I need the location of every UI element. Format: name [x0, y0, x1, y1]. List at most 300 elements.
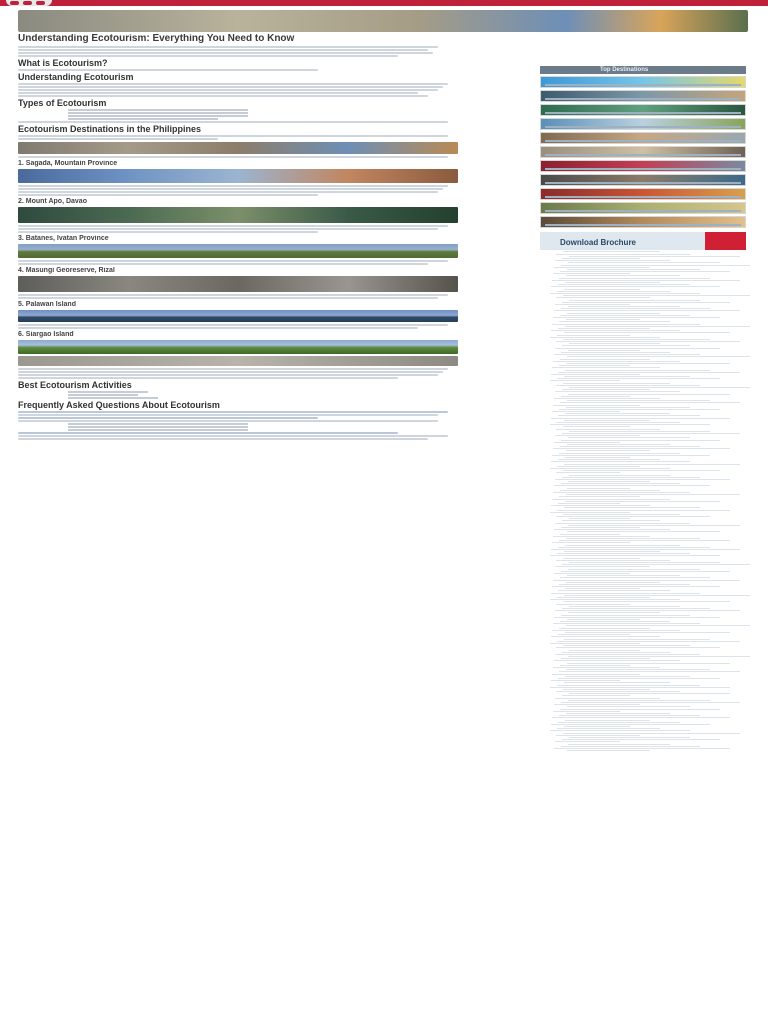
sidebar-link[interactable]: [556, 472, 620, 473]
sidebar-link[interactable]: [567, 356, 750, 357]
sidebar-link[interactable]: [558, 722, 680, 723]
sidebar-link[interactable]: [553, 667, 660, 668]
body-text: [18, 263, 428, 265]
sidebar-item[interactable]: [540, 160, 746, 172]
sidebar-link[interactable]: [560, 665, 630, 666]
sidebar-link[interactable]: [550, 555, 720, 556]
sidebar-link[interactable]: [551, 680, 620, 681]
sidebar-header: [540, 66, 746, 74]
sidebar-link[interactable]: [566, 538, 700, 539]
sidebar-link[interactable]: [556, 604, 630, 605]
sidebar-link[interactable]: [552, 717, 730, 718]
sidebar-link[interactable]: [550, 512, 630, 513]
sidebar-link[interactable]: [554, 617, 720, 618]
sidebar-link[interactable]: [550, 380, 620, 381]
sidebar-link[interactable]: [560, 446, 700, 447]
destination-heading: 5. Palawan Island: [18, 301, 76, 308]
sidebar-link[interactable]: [554, 354, 700, 355]
sidebar-link[interactable]: [568, 350, 640, 351]
sidebar-link[interactable]: [562, 652, 670, 653]
sidebar-link[interactable]: [559, 365, 630, 366]
sidebar-link[interactable]: [554, 748, 730, 749]
destination-heading: 1. Sagada, Mountain Province: [18, 160, 118, 167]
sidebar-link[interactable]: [559, 584, 690, 585]
sidebar-link[interactable]: [563, 558, 640, 559]
sidebar-link[interactable]: [565, 282, 660, 283]
sidebar-link[interactable]: [550, 249, 610, 250]
sidebar-link[interactable]: [560, 577, 710, 578]
sidebar-link[interactable]: [569, 650, 640, 651]
body-text: [18, 228, 438, 230]
sidebar-link[interactable]: [564, 289, 640, 290]
sidebar-link[interactable]: [554, 310, 740, 311]
sidebar-link[interactable]: [554, 398, 660, 399]
sidebar-link[interactable]: [563, 689, 650, 690]
sidebar-link[interactable]: [567, 313, 660, 314]
list-item: [68, 426, 248, 428]
sidebar-link[interactable]: [552, 455, 710, 456]
sidebar-link[interactable]: [559, 715, 700, 716]
destination-image: [18, 276, 458, 292]
list-item: [68, 118, 218, 120]
sidebar-link[interactable]: [562, 608, 710, 609]
sidebar-link[interactable]: [550, 293, 700, 294]
sidebar-link[interactable]: [564, 595, 750, 596]
list-item: [68, 397, 158, 399]
sidebar-link[interactable]: [551, 636, 660, 637]
sidebar-link[interactable]: [558, 415, 700, 416]
sidebar-link[interactable]: [551, 461, 690, 462]
sidebar-link[interactable]: [551, 418, 730, 419]
destination-heading: 6. Siargao Island: [18, 331, 74, 338]
sidebar-link[interactable]: [555, 654, 700, 655]
sidebar-item[interactable]: [540, 90, 746, 102]
sidebar-link[interactable]: [565, 370, 710, 371]
sidebar-link[interactable]: [561, 658, 650, 659]
section-heading: Ecotourism Destinations in the Philippines: [18, 125, 202, 134]
sidebar-link[interactable]: [567, 750, 650, 751]
sidebar-link[interactable]: [550, 468, 670, 469]
sidebar-link[interactable]: [567, 706, 690, 707]
sidebar-link[interactable]: [557, 335, 630, 336]
sidebar-link[interactable]: [559, 671, 740, 672]
sidebar-link[interactable]: [558, 678, 720, 679]
sidebar-link[interactable]: [556, 341, 740, 342]
sidebar-link[interactable]: [557, 685, 700, 686]
sidebar-link[interactable]: [562, 258, 640, 259]
sidebar-link[interactable]: [553, 448, 730, 449]
body-text: [18, 121, 448, 123]
sidebar-link[interactable]: [561, 265, 750, 266]
sidebar-link[interactable]: [556, 735, 640, 736]
sidebar-link[interactable]: [553, 536, 650, 537]
page-title: Understanding Ecotourism: Everything You Need to Know: [18, 34, 295, 44]
sidebar-link[interactable]: [567, 663, 730, 664]
list-item: [68, 394, 138, 396]
sidebar-link[interactable]: [557, 597, 650, 598]
sidebar-link[interactable]: [561, 746, 700, 747]
sidebar-link[interactable]: [561, 615, 690, 616]
sidebar-link[interactable]: [569, 518, 630, 519]
sidebar-link[interactable]: [568, 656, 750, 657]
sidebar-link[interactable]: [550, 337, 660, 338]
sidebar-link[interactable]: [552, 324, 700, 325]
sidebar-link[interactable]: [565, 676, 690, 677]
sidebar-link[interactable]: [565, 632, 730, 633]
destination-image: [18, 169, 458, 183]
sidebar-link[interactable]: [568, 481, 650, 482]
sidebar-link[interactable]: [558, 590, 670, 591]
destination-image: [18, 207, 458, 223]
sidebar-link[interactable]: [555, 479, 730, 480]
sidebar-link[interactable]: [567, 444, 670, 445]
sidebar-link[interactable]: [553, 405, 640, 406]
sidebar-link[interactable]: [566, 494, 740, 495]
sidebar-link[interactable]: [569, 387, 750, 388]
sidebar-link[interactable]: [563, 470, 720, 471]
destination-heading: 4. Masungi Georeserve, Rizal: [18, 267, 115, 274]
sidebar-link[interactable]: [561, 483, 680, 484]
body-text: [18, 371, 443, 373]
sidebar-link[interactable]: [565, 501, 720, 502]
sidebar-link[interactable]: [550, 599, 680, 600]
sidebar-link[interactable]: [558, 459, 660, 460]
sidebar-link[interactable]: [567, 619, 640, 620]
sidebar-link[interactable]: [559, 453, 680, 454]
sidebar-link[interactable]: [567, 531, 720, 532]
body-text: [18, 135, 448, 137]
sidebar-link[interactable]: [553, 273, 630, 274]
sidebar-link[interactable]: [569, 606, 680, 607]
list-item: [68, 429, 248, 431]
destination-heading: 3. Batanes, Ivatan Province: [18, 235, 109, 242]
sidebar-link[interactable]: [563, 733, 740, 734]
sidebar-link[interactable]: [560, 490, 660, 491]
sidebar-link[interactable]: [556, 429, 660, 430]
sidebar-link[interactable]: [562, 520, 660, 521]
sidebar-link[interactable]: [566, 625, 750, 626]
sidebar-link[interactable]: [558, 284, 690, 285]
sidebar-link[interactable]: [568, 262, 720, 263]
sidebar-link[interactable]: [564, 726, 630, 727]
sidebar-link[interactable]: [564, 464, 740, 465]
destination-image: [18, 310, 458, 322]
sidebar-link[interactable]: [557, 641, 740, 642]
list-item: [68, 423, 248, 425]
sidebar-item[interactable]: [540, 174, 746, 186]
sidebar-link[interactable]: [569, 562, 720, 563]
sidebar-item[interactable]: [540, 76, 746, 88]
faq-question[interactable]: [18, 417, 318, 419]
sidebar-link[interactable]: [561, 571, 730, 572]
sidebar-link[interactable]: [552, 674, 640, 675]
sidebar-link[interactable]: [556, 254, 690, 255]
sidebar-link[interactable]: [563, 383, 670, 384]
sidebar-link[interactable]: [558, 503, 620, 504]
sidebar-link[interactable]: [563, 601, 730, 602]
sidebar-link[interactable]: [550, 730, 690, 731]
body-text: [18, 377, 398, 379]
sidebar-link[interactable]: [553, 623, 700, 624]
sidebar-link[interactable]: [551, 549, 740, 550]
sidebar-link[interactable]: [559, 278, 710, 279]
sidebar-link[interactable]: [555, 610, 740, 611]
sidebar-link[interactable]: [554, 529, 670, 530]
sidebar-link[interactable]: [551, 593, 700, 594]
sidebar-link[interactable]: [567, 269, 700, 270]
sidebar-link[interactable]: [554, 485, 710, 486]
sidebar-link[interactable]: [569, 256, 740, 257]
section-heading: Frequently Asked Questions About Ecotourism: [18, 401, 220, 410]
faq-question[interactable]: [18, 432, 398, 434]
destination-image: [18, 142, 458, 154]
body-text: [18, 368, 448, 370]
sidebar-link[interactable]: [565, 720, 650, 721]
sidebar-link[interactable]: [552, 280, 740, 281]
sidebar-link[interactable]: [560, 359, 650, 360]
sidebar-link[interactable]: [556, 647, 720, 648]
sidebar-link[interactable]: [560, 271, 730, 272]
sidebar-link[interactable]: [551, 286, 720, 287]
sidebar-link[interactable]: [553, 711, 620, 712]
body-text: [18, 89, 438, 91]
sidebar-link[interactable]: [566, 450, 650, 451]
sidebar-link[interactable]: [560, 709, 720, 710]
sidebar-link[interactable]: [550, 643, 640, 644]
sidebar-link[interactable]: [561, 352, 670, 353]
list-item: [68, 115, 248, 117]
sidebar-link[interactable]: [567, 575, 680, 576]
sidebar-link[interactable]: [551, 505, 650, 506]
list-item: [68, 112, 248, 114]
section-heading: Types of Ecotourism: [18, 99, 107, 108]
sidebar-link[interactable]: [568, 437, 690, 438]
destination-image: [18, 356, 458, 366]
sidebar-link[interactable]: [557, 291, 670, 292]
sidebar-link[interactable]: [556, 297, 650, 298]
sidebar-link[interactable]: [562, 564, 750, 565]
sidebar-link[interactable]: [558, 372, 740, 373]
list-item: [68, 391, 148, 393]
sidebar-link[interactable]: [568, 612, 660, 613]
sidebar-link[interactable]: [551, 724, 710, 725]
sidebar-link[interactable]: [569, 737, 690, 738]
sidebar-link[interactable]: [563, 251, 660, 252]
sidebar-link[interactable]: [553, 361, 680, 362]
sidebar-item[interactable]: [540, 146, 746, 158]
intro-text: [18, 49, 428, 51]
sidebar-link[interactable]: [552, 411, 620, 412]
sidebar-link[interactable]: [569, 343, 660, 344]
sidebar-link[interactable]: [568, 569, 700, 570]
sidebar-link[interactable]: [555, 348, 720, 349]
sidebar-link[interactable]: [564, 551, 660, 552]
sidebar-link[interactable]: [555, 566, 650, 567]
sidebar-link[interactable]: [569, 475, 670, 476]
sidebar-item[interactable]: [540, 202, 746, 214]
sidebar-link[interactable]: [559, 628, 650, 629]
sidebar-link[interactable]: [566, 363, 730, 364]
sidebar-link[interactable]: [559, 496, 640, 497]
faq-answer: [18, 435, 448, 437]
sidebar-link[interactable]: [565, 457, 630, 458]
sidebar-link[interactable]: [552, 499, 670, 500]
site-logo[interactable]: [6, 0, 52, 6]
faq-answer: [18, 420, 438, 422]
body-text: [18, 374, 438, 376]
sidebar-link[interactable]: [564, 639, 710, 640]
sidebar-link[interactable]: [562, 695, 630, 696]
body-text: [18, 156, 448, 158]
body-text: [18, 92, 418, 94]
sidebar-link[interactable]: [568, 525, 740, 526]
sidebar-link[interactable]: [555, 260, 670, 261]
sidebar: [540, 66, 746, 250]
sidebar-link[interactable]: [560, 402, 740, 403]
sidebar-link[interactable]: [556, 691, 680, 692]
sidebar-link[interactable]: [553, 492, 690, 493]
sidebar-link[interactable]: [557, 422, 680, 423]
sidebar-link[interactable]: [551, 330, 680, 331]
sidebar-link[interactable]: [551, 374, 640, 375]
sidebar-link[interactable]: [561, 396, 630, 397]
sidebar-link[interactable]: [554, 660, 680, 661]
sidebar-link[interactable]: [556, 385, 700, 386]
sidebar-link[interactable]: [554, 704, 640, 705]
body-text: [18, 188, 443, 190]
sidebar-link[interactable]: [565, 326, 750, 327]
sidebar-link[interactable]: [564, 507, 700, 508]
sidebar-link[interactable]: [555, 523, 690, 524]
sidebar-link[interactable]: [562, 302, 730, 303]
sidebar-link[interactable]: [554, 442, 620, 443]
sidebar-link[interactable]: [552, 630, 680, 631]
sidebar-link[interactable]: [562, 389, 650, 390]
sidebar-link[interactable]: [569, 693, 730, 694]
sidebar-link[interactable]: [566, 275, 680, 276]
body-text: [18, 231, 318, 233]
sidebar-link[interactable]: [568, 700, 710, 701]
sidebar-link[interactable]: [557, 728, 660, 729]
sidebar-link[interactable]: [555, 698, 660, 699]
sidebar-link[interactable]: [558, 328, 650, 329]
sidebar-link[interactable]: [561, 308, 710, 309]
sidebar-link[interactable]: [552, 586, 720, 587]
sidebar-link[interactable]: [563, 339, 710, 340]
section-heading: Best Ecotourism Activities: [18, 381, 132, 390]
sidebar-link[interactable]: [568, 394, 730, 395]
sidebar-link[interactable]: [556, 516, 710, 517]
sidebar-link[interactable]: [569, 431, 710, 432]
sidebar-link[interactable]: [550, 424, 710, 425]
destination-image: [18, 244, 458, 258]
sidebar-item[interactable]: [540, 132, 746, 144]
sidebar-link[interactable]: [560, 315, 690, 316]
sidebar-item[interactable]: [540, 118, 746, 130]
sidebar-link[interactable]: [550, 687, 730, 688]
sidebar-link[interactable]: [567, 400, 710, 401]
sidebar-link[interactable]: [565, 588, 640, 589]
sidebar-link[interactable]: [566, 713, 670, 714]
sidebar-link[interactable]: [563, 426, 630, 427]
sidebar-link[interactable]: [569, 300, 700, 301]
sidebar-link[interactable]: [554, 267, 650, 268]
sidebar-item[interactable]: [540, 104, 746, 116]
sidebar-link[interactable]: [565, 413, 670, 414]
sidebar-link[interactable]: [561, 527, 640, 528]
sidebar-item[interactable]: [540, 188, 746, 200]
sidebar-item[interactable]: [540, 216, 746, 228]
sidebar-link[interactable]: [558, 547, 710, 548]
sidebar-link[interactable]: [557, 553, 690, 554]
destination-image: [18, 340, 458, 354]
sidebar-link[interactable]: [562, 739, 720, 740]
sidebar-link[interactable]: [557, 378, 720, 379]
sidebar-link[interactable]: [557, 466, 640, 467]
sidebar-link[interactable]: [559, 321, 670, 322]
sidebar-link[interactable]: [563, 514, 680, 515]
sidebar-link[interactable]: [566, 669, 710, 670]
body-text: [18, 69, 318, 71]
sidebar-link[interactable]: [563, 645, 690, 646]
sidebar-link[interactable]: [567, 488, 630, 489]
faq-question[interactable]: [18, 411, 448, 413]
article-body: [18, 34, 458, 441]
body-text: [18, 225, 448, 227]
destination-heading: 2. Mount Apo, Davao: [18, 198, 87, 205]
sidebar-link[interactable]: [565, 545, 680, 546]
sidebar-link[interactable]: [566, 319, 640, 320]
sidebar-link[interactable]: [553, 580, 740, 581]
sidebar-link[interactable]: [559, 409, 720, 410]
sidebar-link[interactable]: [562, 433, 740, 434]
sidebar-link[interactable]: [561, 702, 740, 703]
sidebar-link[interactable]: [562, 345, 690, 346]
sidebar-link[interactable]: [556, 560, 670, 561]
sidebar-link[interactable]: [564, 376, 690, 377]
sidebar-link[interactable]: [555, 741, 620, 742]
sidebar-link[interactable]: [555, 435, 640, 436]
sidebar-link[interactable]: [568, 744, 670, 745]
sidebar-link[interactable]: [557, 510, 730, 511]
sidebar-link[interactable]: [564, 332, 730, 333]
sidebar-link[interactable]: [563, 295, 750, 296]
sidebar-link[interactable]: [564, 420, 650, 421]
body-text: [18, 95, 428, 97]
sidebar-link[interactable]: [555, 391, 680, 392]
sidebar-link[interactable]: [560, 621, 670, 622]
body-text: [18, 191, 438, 193]
sidebar-link[interactable]: [554, 573, 630, 574]
sidebar-link[interactable]: [560, 534, 620, 535]
sidebar-link[interactable]: [562, 477, 700, 478]
sidebar-link[interactable]: [553, 317, 720, 318]
top-navigation-bar: [0, 0, 768, 6]
section-heading: Understanding Ecotourism: [18, 73, 134, 82]
sidebar-link[interactable]: [568, 306, 680, 307]
sidebar-link[interactable]: [559, 540, 730, 541]
sidebar-link[interactable]: [552, 367, 660, 368]
sidebar-link[interactable]: [552, 542, 630, 543]
sidebar-link[interactable]: [555, 304, 630, 305]
sidebar-link[interactable]: [561, 440, 720, 441]
intro-text: [18, 52, 433, 54]
faq-answer: [18, 438, 428, 440]
sidebar-link[interactable]: [564, 682, 670, 683]
sidebar-link[interactable]: [566, 582, 660, 583]
sidebar-link[interactable]: [566, 407, 690, 408]
sidebar-link[interactable]: [558, 634, 630, 635]
